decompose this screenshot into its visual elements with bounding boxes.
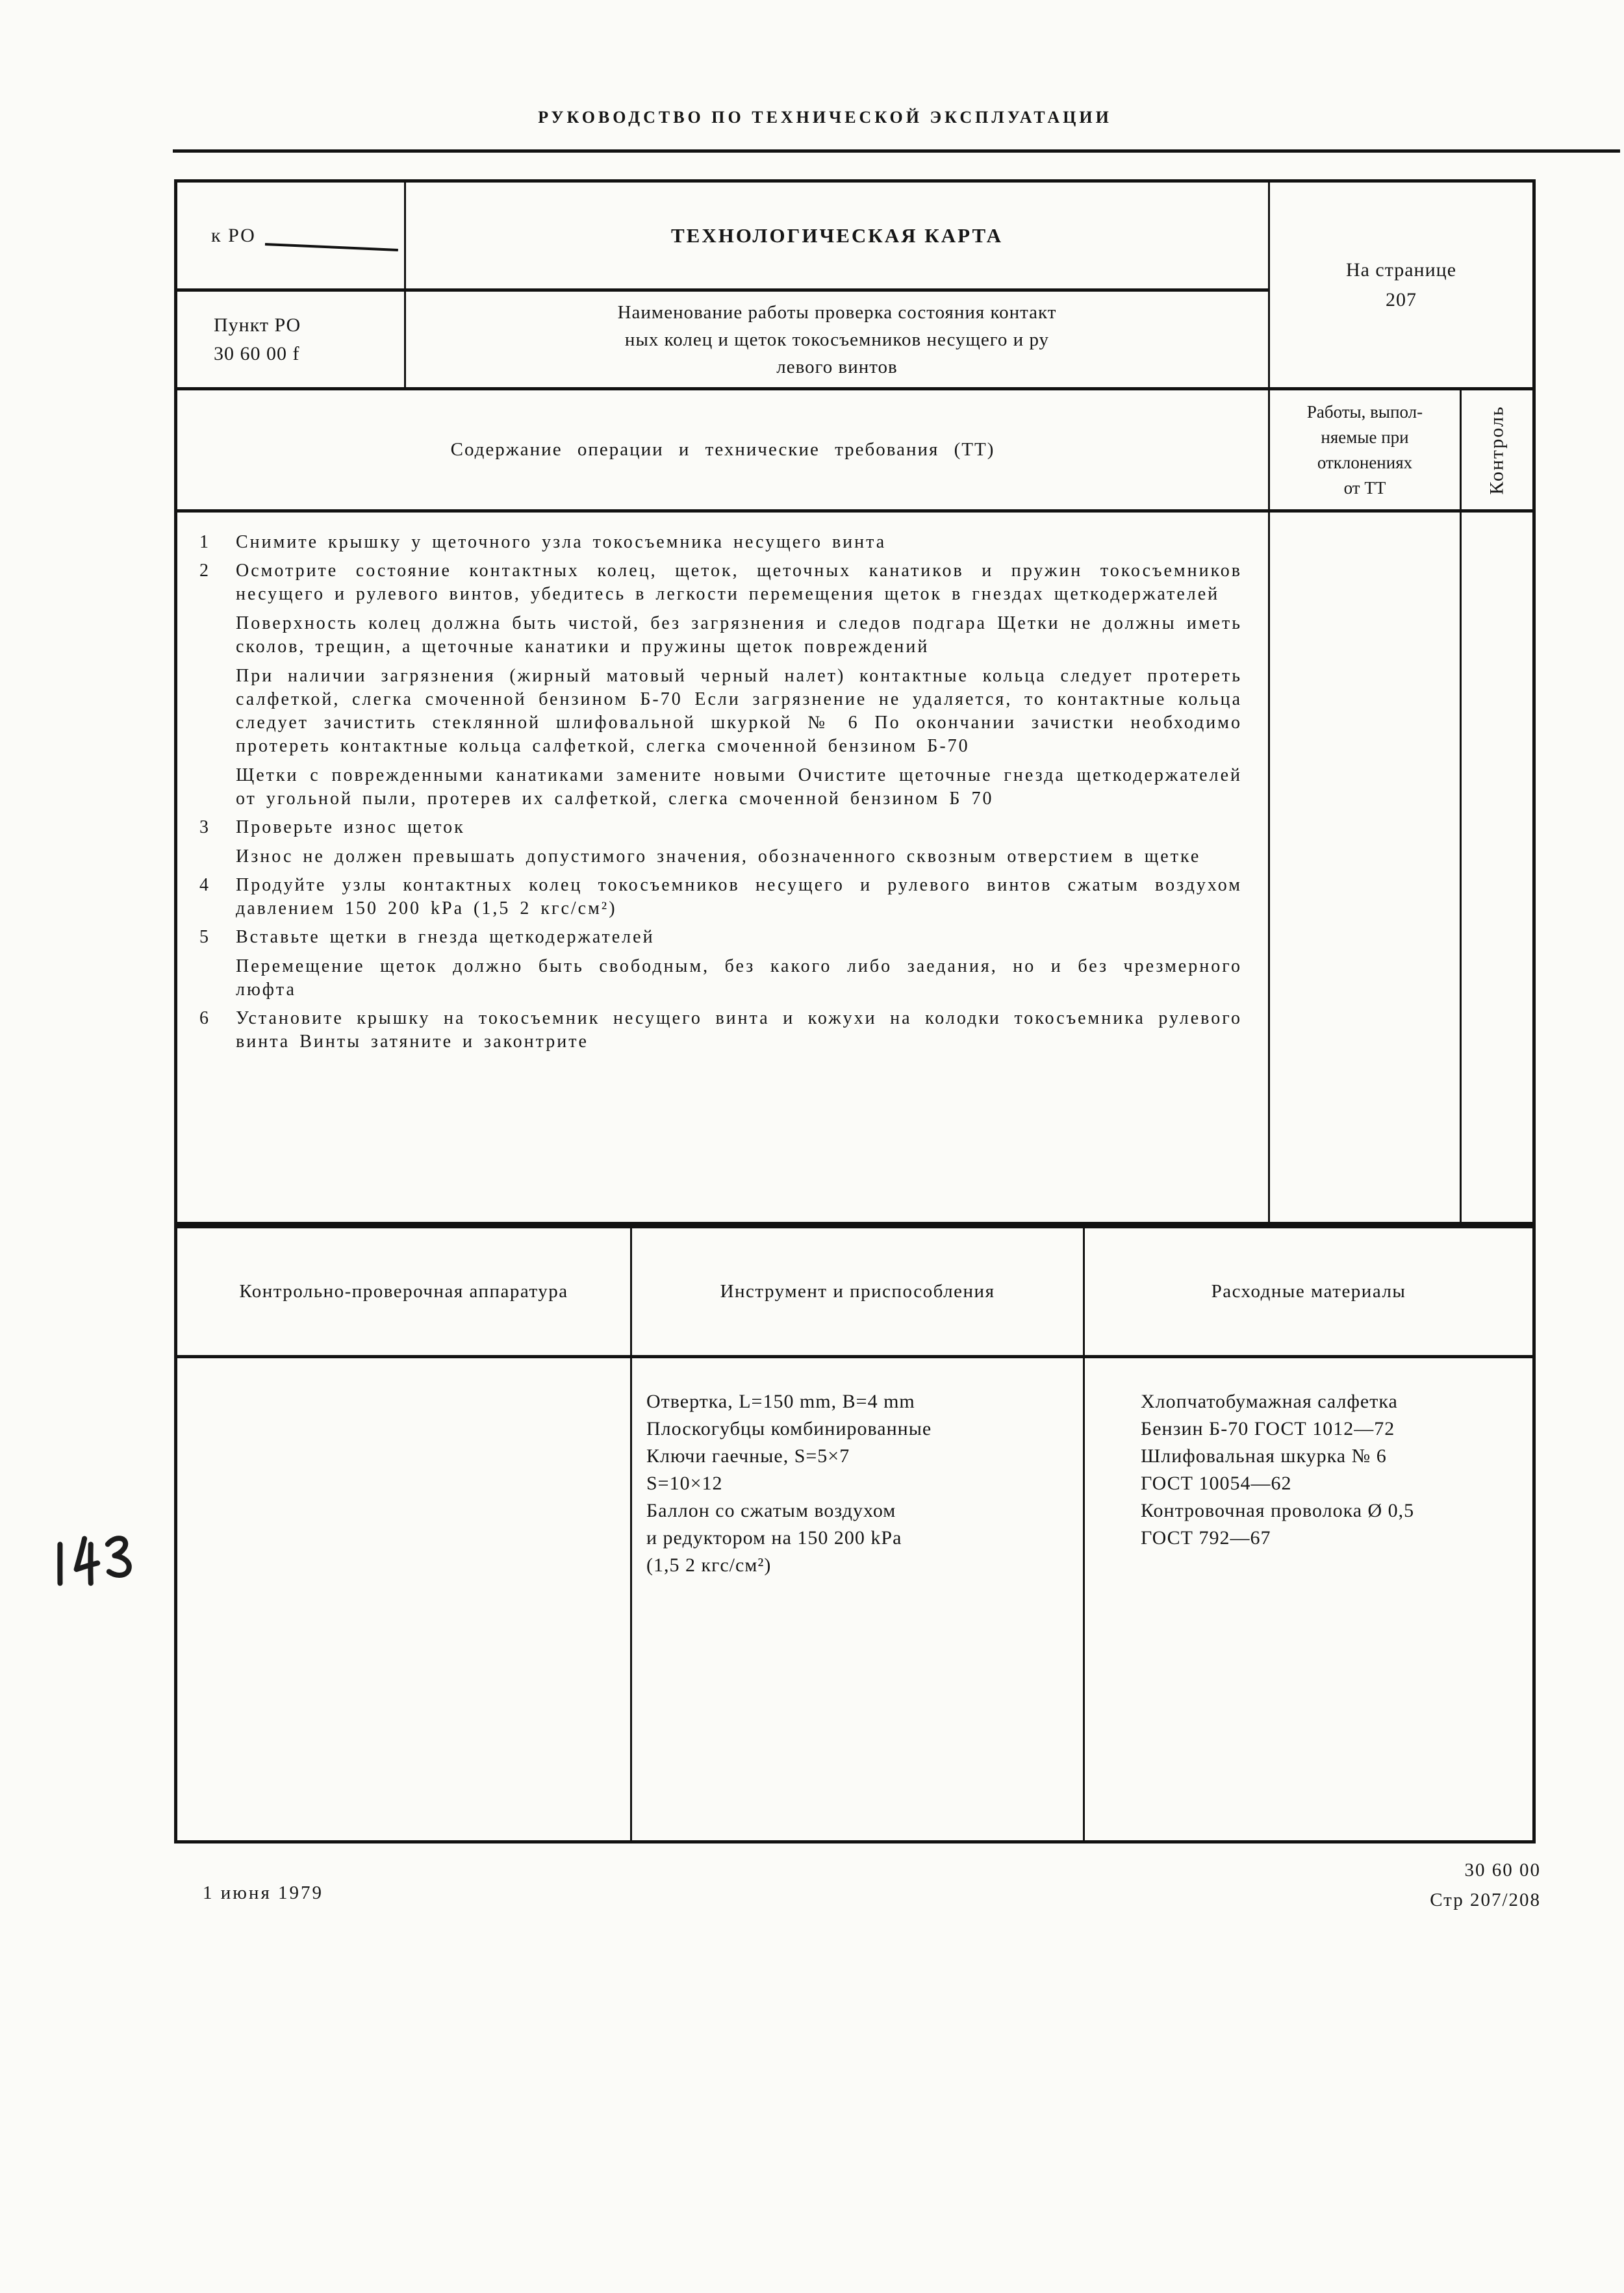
tech-card-table xyxy=(174,179,1536,1225)
control-body-cell-empty xyxy=(1462,513,1532,1222)
test-equipment-header: Контрольно-проверочная аппаратура xyxy=(177,1228,632,1358)
operation-number: 2 xyxy=(199,561,209,581)
tool-item: S=10×12 xyxy=(646,1473,723,1494)
material-item: Хлопчатобумажная салфетка xyxy=(1141,1391,1398,1412)
operation-number: 5 xyxy=(199,927,209,947)
material-item: Шлифовальная шкурка № 6 xyxy=(1141,1445,1387,1467)
footer-reference-block xyxy=(1273,1855,1541,1915)
operation-text: Продуйте узлы контактных колец токосъемников несущего и рулевого винтов сжатым воздухом давлением 150 200 kPa (1,5 2 кгс/см²) xyxy=(236,875,1242,918)
equipment-table xyxy=(174,1225,1536,1843)
punkt-ro-label: Пункт РО xyxy=(214,314,301,336)
operation-item xyxy=(198,874,1242,920)
operation-note: Щетки с поврежденными канатиками замените новыми Очистите щеточные гнезда щеткодержателей от угольной пыли, протерев их салфеткой, слегка смоченной бензином Б 70 xyxy=(236,765,1242,809)
on-page-number: 207 xyxy=(1386,288,1417,310)
tools-header: Инструмент и приспособления xyxy=(632,1228,1085,1358)
operation-item xyxy=(198,1007,1242,1054)
operation-text: Проверьте износ щеток xyxy=(236,817,465,837)
deviations-body-cell-empty xyxy=(1270,513,1462,1222)
manual-title: РУКОВОДСТВО ПО ТЕХНИЧЕСКОЙ ЭКСПЛУАТАЦИИ xyxy=(538,108,1112,127)
card-title-cell xyxy=(406,183,1270,292)
operation-item xyxy=(198,531,1242,554)
tool-item: и редуктором на 150 200 kPa xyxy=(646,1527,902,1549)
deviations-header-line: отклонениях xyxy=(1317,452,1413,472)
tool-item: Плоскогубцы комбинированные xyxy=(646,1418,932,1439)
operations-column-header: Содержание операции и технические требования (ТТ) xyxy=(177,390,1270,513)
footer-page-number: Стр 207/208 xyxy=(1430,1890,1541,1910)
header-rule xyxy=(173,149,1620,153)
operation-text: Вставьте щетки в гнезда щеткодержателей xyxy=(236,927,655,947)
operation-text: Снимите крышку у щеточного узла токосъемника несущего винта xyxy=(236,532,887,552)
deviations-header-line: Работы, выпол- xyxy=(1306,401,1423,422)
operation-text: Осмотрите состояние контактных колец, щеток, щеточных канатиков и пружин токосъемников несущего и рулевого винтов, убедитесь в легкости перемещения щеток в гнездах щеткодержателей xyxy=(236,561,1242,604)
operation-note: При наличии загрязнения (жирный матовый черный налет) контактные кольца следует протереть салфеткой, слегка смоченной бензином Б-70 Если загрязнение не удаляется, то контактные кольца следует зачистить стеклянной шлифовальной шкуркой № 6 По окончании зачистки необходимо протереть контактные кольца салфеткой, слегка смоченной бензином Б-70 xyxy=(236,666,1242,756)
deviations-column-header xyxy=(1270,390,1462,513)
materials-header: Расходные материалы xyxy=(1085,1228,1532,1358)
material-item: Бензин Б-70 ГОСТ 1012—72 xyxy=(1141,1418,1395,1439)
deviations-header-line: няемые при xyxy=(1321,427,1409,447)
operation-number: 6 xyxy=(199,1008,209,1028)
operations-body-cell xyxy=(177,513,1270,1222)
work-name-cell xyxy=(406,292,1270,390)
on-page-label: На странице xyxy=(1345,259,1457,281)
operation-text: Установите крышку на токосъемник несущего винта и кожухи на колодки токосъемника рулевого винта Винты затяните и законтрите xyxy=(236,1008,1242,1052)
tool-item: (1,5 2 кгс/см²) xyxy=(646,1554,772,1576)
operation-item xyxy=(198,816,1242,839)
tools-cell xyxy=(632,1358,1085,1840)
tool-item: Баллон со сжатым воздухом xyxy=(646,1500,896,1521)
punkt-ro-cell xyxy=(177,292,406,390)
operation-note: Поверхность колец должна быть чистой, без загрязнения и следов подгара Щетки не должны иметь сколов, трещин, а щеточные канатики и пружины щеток повреждений xyxy=(236,613,1242,657)
ro-ref-blank-line xyxy=(265,243,398,251)
material-item: Контровочная проволока Ø 0,5 xyxy=(1141,1500,1415,1521)
control-column-header xyxy=(1462,390,1532,513)
operation-note: Перемещение щеток должно быть свободным, без какого либо заедания, но и без чрезмерного люфта xyxy=(236,956,1242,1000)
handwritten-page-number xyxy=(45,1523,149,1603)
handwritten-143-drawing xyxy=(45,1523,149,1600)
tool-item: Отвертка, L=150 mm, B=4 mm xyxy=(646,1391,915,1412)
operation-number: 3 xyxy=(199,817,209,837)
operation-item xyxy=(198,926,1242,949)
operation-note: Износ не должен превышать допустимого значения, обозначенного сквозным отверстием в щетке xyxy=(236,846,1201,867)
control-header-vertical-text: Контроль xyxy=(1486,405,1508,495)
ro-ref-label: к РО xyxy=(211,224,256,246)
test-equipment-cell-empty xyxy=(177,1358,632,1840)
materials-cell xyxy=(1085,1358,1532,1840)
card-title: ТЕХНОЛОГИЧЕСКАЯ КАРТА xyxy=(671,223,1003,247)
material-item: ГОСТ 792—67 xyxy=(1141,1527,1271,1549)
deviations-header-line: от ТТ xyxy=(1343,477,1386,498)
operation-number: 1 xyxy=(199,532,209,552)
footer-task-code: 30 60 00 xyxy=(1464,1860,1541,1881)
operation-number: 4 xyxy=(199,875,209,895)
work-name-line: Наименование работы проверка состояния контакт xyxy=(617,301,1057,323)
material-item: ГОСТ 10054—62 xyxy=(1141,1473,1292,1494)
ro-reference-cell xyxy=(177,183,406,292)
punkt-ro-value: 30 60 00 f xyxy=(214,342,300,364)
work-name-line: левого винтов xyxy=(776,356,898,377)
on-page-cell xyxy=(1270,183,1532,390)
tool-item: Ключи гаечные, S=5×7 xyxy=(646,1445,850,1467)
operation-item xyxy=(198,559,1242,606)
work-name-line: ных колец и щеток токосъемников несущего и ру xyxy=(624,329,1050,350)
footer-date: 1 июня 1979 xyxy=(203,1882,324,1903)
